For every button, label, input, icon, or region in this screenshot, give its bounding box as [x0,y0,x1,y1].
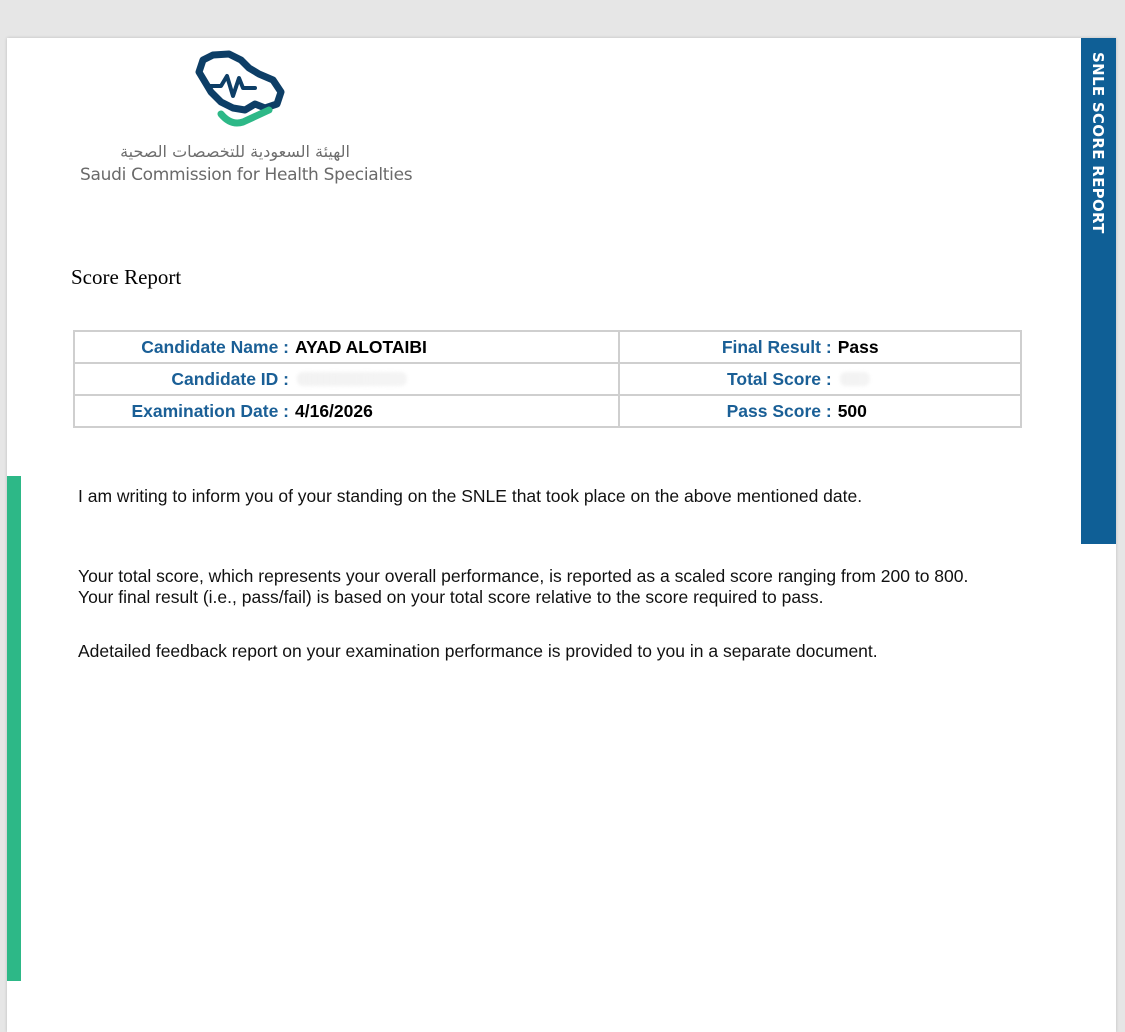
score-explanation-paragraph: Your total score, which represents your overall performance, is reported as a scaled score ranging from 200 to 800. Your final result (i.e., pass/fail) is based on your total score relative to the score required to pass. [78,566,969,607]
page-title: Score Report [71,265,182,289]
candidate-id-redacted [297,372,407,386]
total-score-cell [619,363,1021,395]
final-result-cell [619,331,1021,363]
green-accent-bar [7,476,21,981]
pass-score-value: 500 [837,400,867,421]
scfhs-logo-icon [185,48,289,138]
candidate-name-label: Candidate Name : [141,336,289,357]
logo-english-text: Saudi Commission for Health Specialties [80,165,413,185]
total-score-redacted [840,372,870,386]
final-result-label: Final Result : [721,336,832,357]
intro-paragraph: I am writing to inform you of your standing on the SNLE that took place on the above mentioned date. [78,486,863,506]
candidate-info-table [73,330,1022,428]
side-title-band [1081,38,1116,544]
exam-date-value: 4/16/2026 [295,400,373,421]
total-score-label: Total Score : [726,368,832,389]
score-report-page [7,38,1116,1032]
pass-score-label: Pass Score : [726,400,832,421]
pass-score-cell [619,395,1021,427]
candidate-id-label: Candidate ID : [171,368,289,389]
exam-date-cell [74,395,619,427]
side-title: SNLE SCORE REPORT [1089,52,1107,234]
candidate-name-value: AYAD ALOTAIBI [295,336,427,357]
candidate-id-cell [74,363,619,395]
exam-date-label: Examination Date : [131,400,289,421]
table-row [74,331,1021,363]
final-result-value: Pass [837,336,879,357]
table-row [74,363,1021,395]
table-row [74,395,1021,427]
feedback-paragraph: Adetailed feedback report on your examination performance is provided to you in a separate document. [78,641,878,661]
logo-arabic-text: الهيئة السعودية للتخصصات الصحية [120,142,350,161]
candidate-name-cell [74,331,619,363]
